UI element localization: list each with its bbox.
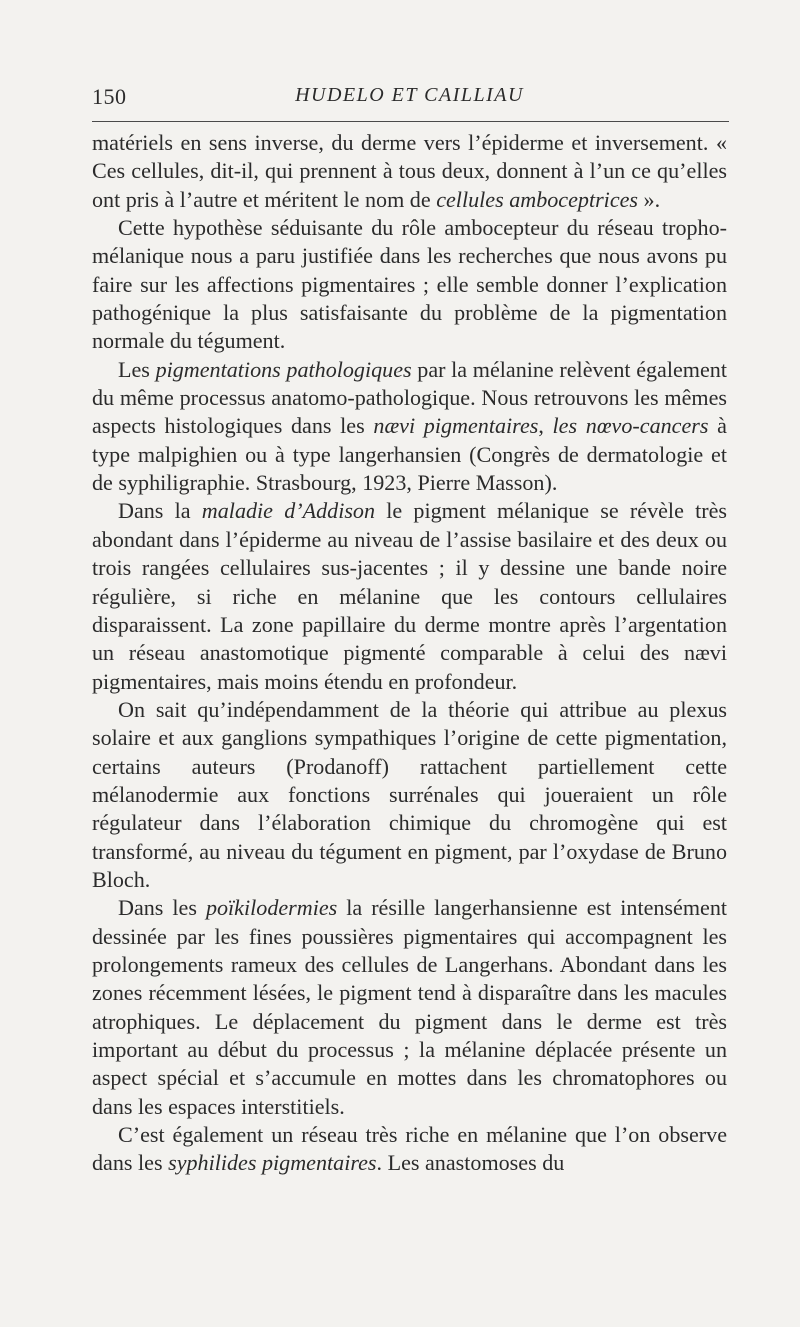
- body-text: [92, 129, 727, 1178]
- italic-term: poïkilodermies: [205, 895, 338, 921]
- text-run: par la mélanine relèvent également du même processus anatomo-pathologique. Nous retrouvons les mêmes aspects histologiques dans les: [92, 356, 727, 439]
- text-run: Dans la: [118, 498, 202, 524]
- text-run: C’est également un réseau très riche en mélanine que l’on observe dans les: [92, 1122, 727, 1176]
- text-run: le pigment mélanique se révèle très abondant dans l’épiderme au niveau de l’assise basilaire et des deux ou trois rangées cellulaires sus-jacentes ; il y dessine une bande noire régulière, si riche en mélanine que les contours cellulaires disparaissent. La zone papillaire du derme montre après l’argentation un réseau anastomotique pigmenté comparable à celui des nævi pigmentaires, mais moins étendu en profondeur.: [92, 498, 727, 694]
- text-run: . Les anastomoses du: [376, 1150, 565, 1176]
- text-run: Les: [118, 356, 156, 382]
- italic-term: pigmentations pathologiques: [155, 356, 412, 382]
- text-run: à type malpighien ou à type langerhansien (Congrès de dermatologie et de syphiligraphie. Strasbourg, 1923, Pierre Masson).: [92, 413, 727, 496]
- paragraph: [92, 356, 727, 498]
- text-run: ».: [638, 186, 661, 212]
- text-run: matériels en sens inverse, du derme vers l’épiderme et inversement. « Ces cellules, dit-il, qui prennent à tous deux, donnent à l’un ce qu’elles ont pris à l’autre et méritent le nom de: [92, 130, 727, 212]
- paragraph: [92, 129, 727, 214]
- text-run: Dans les: [118, 895, 206, 921]
- italic-term: nævi pigmentaires: [373, 413, 539, 439]
- paragraph: [92, 497, 727, 695]
- running-title: HUDELO ET CAILLIAU: [295, 84, 524, 106]
- paragraph: [92, 1121, 727, 1178]
- text-run: On sait qu’indépendamment de la théorie qui attribue au plexus solaire et aux ganglions sympathiques l’origine de cette pigmentation, certains auteurs (Prodanoff) rattachent partiellement cette mélanodermie aux fonctions surrénales qui joueraient un rôle régulateur dans l’élaboration chimique du chromogène qui est transformé, au niveau du tégument en pigment, par l’oxydase de Bruno Bloch.: [92, 696, 727, 892]
- paragraph: [92, 214, 727, 356]
- italic-term: les nœvo-cancers: [552, 413, 709, 439]
- paragraph: [92, 894, 727, 1121]
- italic-term: syphilides pigmentaires: [168, 1150, 377, 1176]
- text-run: la résille langerhansienne est intensément dessinée par les fines poussières pigmentaires qui accompagnent les prolongements rameux des cellules de Langerhans. Abondant dans les zones récemment lésées, le pigment tend à disparaître dans les macules atrophiques. Le déplacement du pigment dans le derme est très important au début du processus ; la mélanine déplacée présente un aspect spécial et s’accumule en mottes dans les chromatophores ou dans les espaces interstitiels.: [92, 895, 728, 1119]
- page-header: [92, 84, 727, 114]
- page-number: 150: [92, 84, 127, 109]
- text-run: Cette hypothèse séduisante du rôle ambocepteur du réseau tropho-mélanique nous a paru justifiée dans les recherches que nous avons pu faire sur les affections pigmentaires ; elle semble donner l’explication pathogénique la plus satisfaisante du problème de la pigmentation normale du tégument.: [92, 215, 727, 354]
- paragraph: [92, 696, 727, 894]
- header-rule: [92, 121, 729, 122]
- italic-term: maladie d’Addison: [201, 498, 376, 524]
- italic-term: cellules amboceptrices: [436, 186, 639, 212]
- text-run: ,: [538, 413, 553, 439]
